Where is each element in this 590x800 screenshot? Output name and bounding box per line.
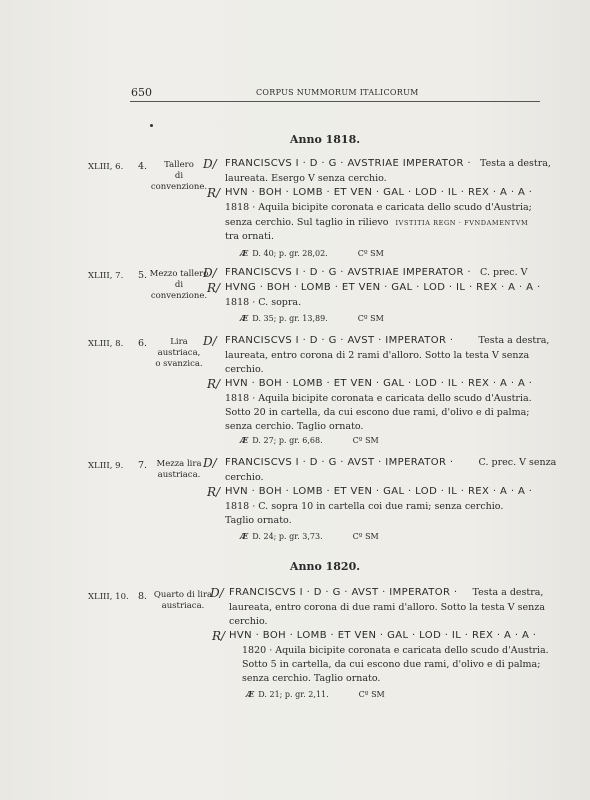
denomination: Mezza lira austriaca. xyxy=(156,459,202,480)
reverse-line-2: 1818 · C. sopra. xyxy=(225,297,302,308)
reverse-symbol: R/ xyxy=(212,629,226,643)
obverse-line-2: cerchio. xyxy=(225,472,264,483)
reverse-symbol: R/ xyxy=(207,485,221,499)
reverse-line-1: HVN · BOH · LOMB · ET VEN · GAL · LOD · IL · REX · A · A · xyxy=(229,630,537,641)
plate-reference: XLIII, 6. xyxy=(88,162,124,172)
year-heading-1820: Anno 1820. xyxy=(289,560,361,573)
plate-reference: XLIII, 8. xyxy=(88,339,124,349)
reverse-line-3: Taglio ornato. xyxy=(225,515,292,526)
plate-reference: XLIII, 9. xyxy=(88,461,124,471)
reverse-symbol: R/ xyxy=(207,186,221,200)
reverse-line-1: HVN · BOH · LOMB · ET VEN · GAL · LOD · IL · REX · A · A · xyxy=(225,486,533,497)
obverse-line-2: laureata, entro corona di due rami d'alloro. Sotto la testa V senza xyxy=(229,602,545,613)
reverse-line-1: HVNG · BOH · LOMB · ET VEN · GAL · LOD · IL · REX · A · A · xyxy=(225,282,541,293)
reverse-line-2: 1818 · C. sopra 10 in cartella coi due rami; senza cerchio. xyxy=(225,501,504,512)
denomination: Tallero di convenzione. xyxy=(150,160,208,192)
running-head: CORPUS NUMMORUM ITALICORUM xyxy=(256,88,419,97)
specimen-data: Æ D. 40; p. gr. 28,02. Cº SM xyxy=(240,248,384,258)
reverse-line-4: senza cerchio. Taglio ornato. xyxy=(225,421,364,432)
ink-dot xyxy=(150,124,153,127)
reverse-line-1: HVN · BOH · LOMB · ET VEN · GAL · LOD · IL · REX · A · A · xyxy=(225,187,533,198)
obverse-line-1: FRANCISCVS I · D · G · AVST · IMPERATOR · C. prec. V senza xyxy=(225,457,557,468)
specimen-data: Æ D. 27; p. gr. 6,68. Cº SM xyxy=(240,435,379,445)
entry-number: 4. xyxy=(138,161,148,172)
obverse-line-1: FRANCISCVS I · D · G · AVST · IMPERATOR · Testa a destra, xyxy=(229,587,544,598)
obverse-line-3: cerchio. xyxy=(229,616,268,627)
obverse-symbol: D/ xyxy=(203,157,217,171)
obverse-line-2: laureata, entro corona di 2 rami d'alloro. Sotto la testa V senza xyxy=(225,350,530,361)
reverse-line-1: HVN · BOH · LOMB · ET VEN · GAL · LOD · IL · REX · A · A · xyxy=(225,378,533,389)
reverse-line-3: senza cerchio. Sul taglio in rilievo IVSTITIA REGN · FVNDAMENTVM xyxy=(225,217,529,228)
obverse-symbol: D/ xyxy=(203,334,217,348)
specimen-data: Æ D. 35; p. gr. 13,89. Cº SM xyxy=(240,313,384,323)
plate-reference: XLIII, 10. xyxy=(88,592,129,602)
reverse-line-2: 1818 · Aquila bicipite coronata e caricata dello scudo d'Austria; xyxy=(225,202,532,213)
reverse-line-2: 1818 · Aquila bicipite coronata e caricata dello scudo d'Austria. xyxy=(225,393,532,404)
obverse-symbol: D/ xyxy=(203,266,217,280)
specimen-data: Æ D. 24; p. gr. 3,73. Cº SM xyxy=(240,531,379,541)
entry-number: 6. xyxy=(138,338,148,349)
year-heading-1818: Anno 1818. xyxy=(289,133,361,146)
header-rule xyxy=(130,101,540,102)
denomination: Lira austriaca, o svanzica. xyxy=(155,337,203,369)
entry-number: 5. xyxy=(138,270,148,281)
reverse-symbol: R/ xyxy=(207,281,221,295)
reverse-symbol: R/ xyxy=(207,377,221,391)
obverse-line-3: cerchio. xyxy=(225,364,264,375)
obverse-symbol: D/ xyxy=(203,456,217,470)
reverse-line-2: 1820 · Aquila bicipite coronata e caricata dello scudo d'Austria. xyxy=(242,645,549,656)
entry-number: 8. xyxy=(138,591,148,602)
specimen-data: Æ D. 21; p. gr. 2,11. Cº SM xyxy=(246,689,385,699)
reverse-line-4: senza cerchio. Taglio ornato. xyxy=(242,673,381,684)
obverse-line-2: laureata. Esergo V senza cerchio. xyxy=(225,173,387,184)
obverse-line-1: FRANCISCVS I · D · G · AVSTRIAE IMPERATOR · Testa a destra, xyxy=(225,158,551,169)
obverse-symbol: D/ xyxy=(210,586,224,600)
plate-reference: XLIII, 7. xyxy=(88,271,124,281)
reverse-line-3: Sotto 5 in cartella, da cui escono due rami, d'olivo e di palma; xyxy=(242,659,541,670)
denomination: Quarto di lira austriaca. xyxy=(153,590,213,611)
denomination: Mezzo tallero di convenzione. xyxy=(149,269,209,301)
obverse-line-1: FRANCISCVS I · D · G · AVST · IMPERATOR · Testa a destra, xyxy=(225,335,550,346)
reverse-line-4: tra ornati. xyxy=(225,231,274,242)
page-number: 650 xyxy=(131,86,152,99)
entry-number: 7. xyxy=(138,460,148,471)
reverse-line-3: Sotto 20 in cartella, da cui escono due rami, d'olivo e di palma; xyxy=(225,407,530,418)
obverse-line-1: FRANCISCVS I · D · G · AVSTRIAE IMPERATOR · C. prec. V xyxy=(225,267,528,278)
